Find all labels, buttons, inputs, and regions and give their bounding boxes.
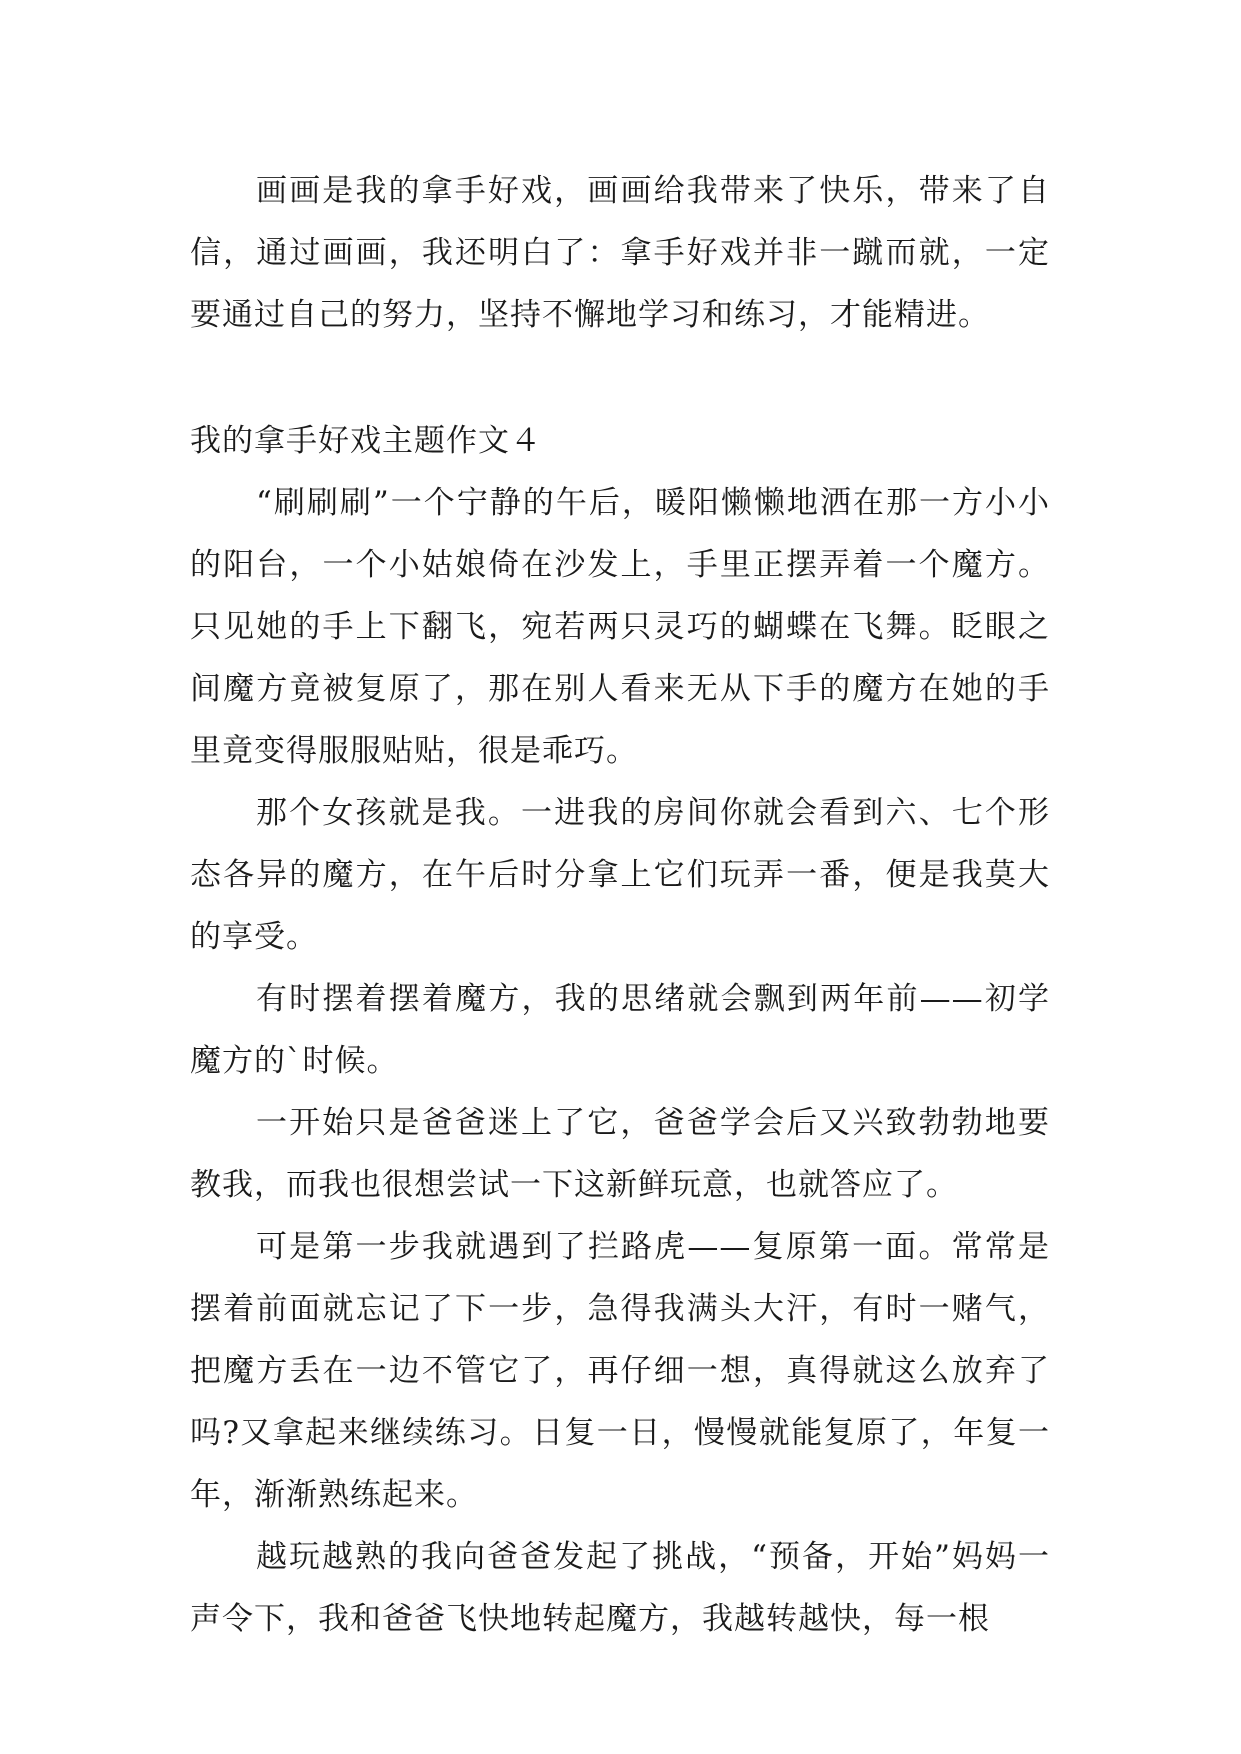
section-spacer xyxy=(190,346,1050,410)
paragraph-4: 一开始只是爸爸迷上了它，爸爸学会后又兴致勃勃地要教我，而我也很想尝试一下这新鲜玩意，也就答应了。 xyxy=(190,1105,1050,1203)
paragraph-2: 那个女孩就是我。一进我的房间你就会看到六、七个形态各异的魔方，在午后时分拿上它们玩弄一番，便是我莫大的享受。 xyxy=(190,795,1050,955)
intro-paragraph: 画画是我的拿手好戏，画画给我带来了快乐，带来了自信，通过画画，我还明白了：拿手好戏并非一蹴而就，一定要通过自己的努力，坚持不懈地学习和练习，才能精进。 xyxy=(190,173,1050,333)
paragraph-3: 有时摆着摆着魔方，我的思绪就会飘到两年前——初学魔方的`时候。 xyxy=(190,981,1050,1079)
section-title: 我的拿手好戏主题作文４ xyxy=(190,423,542,459)
paragraph-1: “刷刷刷”一个宁静的午后，暖阳懒懒地洒在那一方小小的阳台，一个小姑娘倚在沙发上，手里正摆弄着一个魔方。只见她的手上下翻飞，宛若两只灵巧的蝴蝶在飞舞。眨眼之间魔方竟被复原了，那在别人看来无从下手的魔方在她的手里竟变得服服贴贴，很是乖巧。 xyxy=(190,485,1050,769)
document-body xyxy=(190,160,1050,1650)
paragraph-5: 可是第一步我就遇到了拦路虎——复原第一面。常常是摆着前面就忘记了下一步，急得我满头大汗，有时一赌气，把魔方丢在一边不管它了，再仔细一想，真得就这么放弃了吗?又拿起来继续练习。日复一日，慢慢就能复原了，年复一年，渐渐熟练起来。 xyxy=(190,1229,1050,1513)
paragraph-6: 越玩越熟的我向爸爸发起了挑战，“预备，开始”妈妈一声令下，我和爸爸飞快地转起魔方，我越转越快，每一根 xyxy=(190,1539,1050,1637)
